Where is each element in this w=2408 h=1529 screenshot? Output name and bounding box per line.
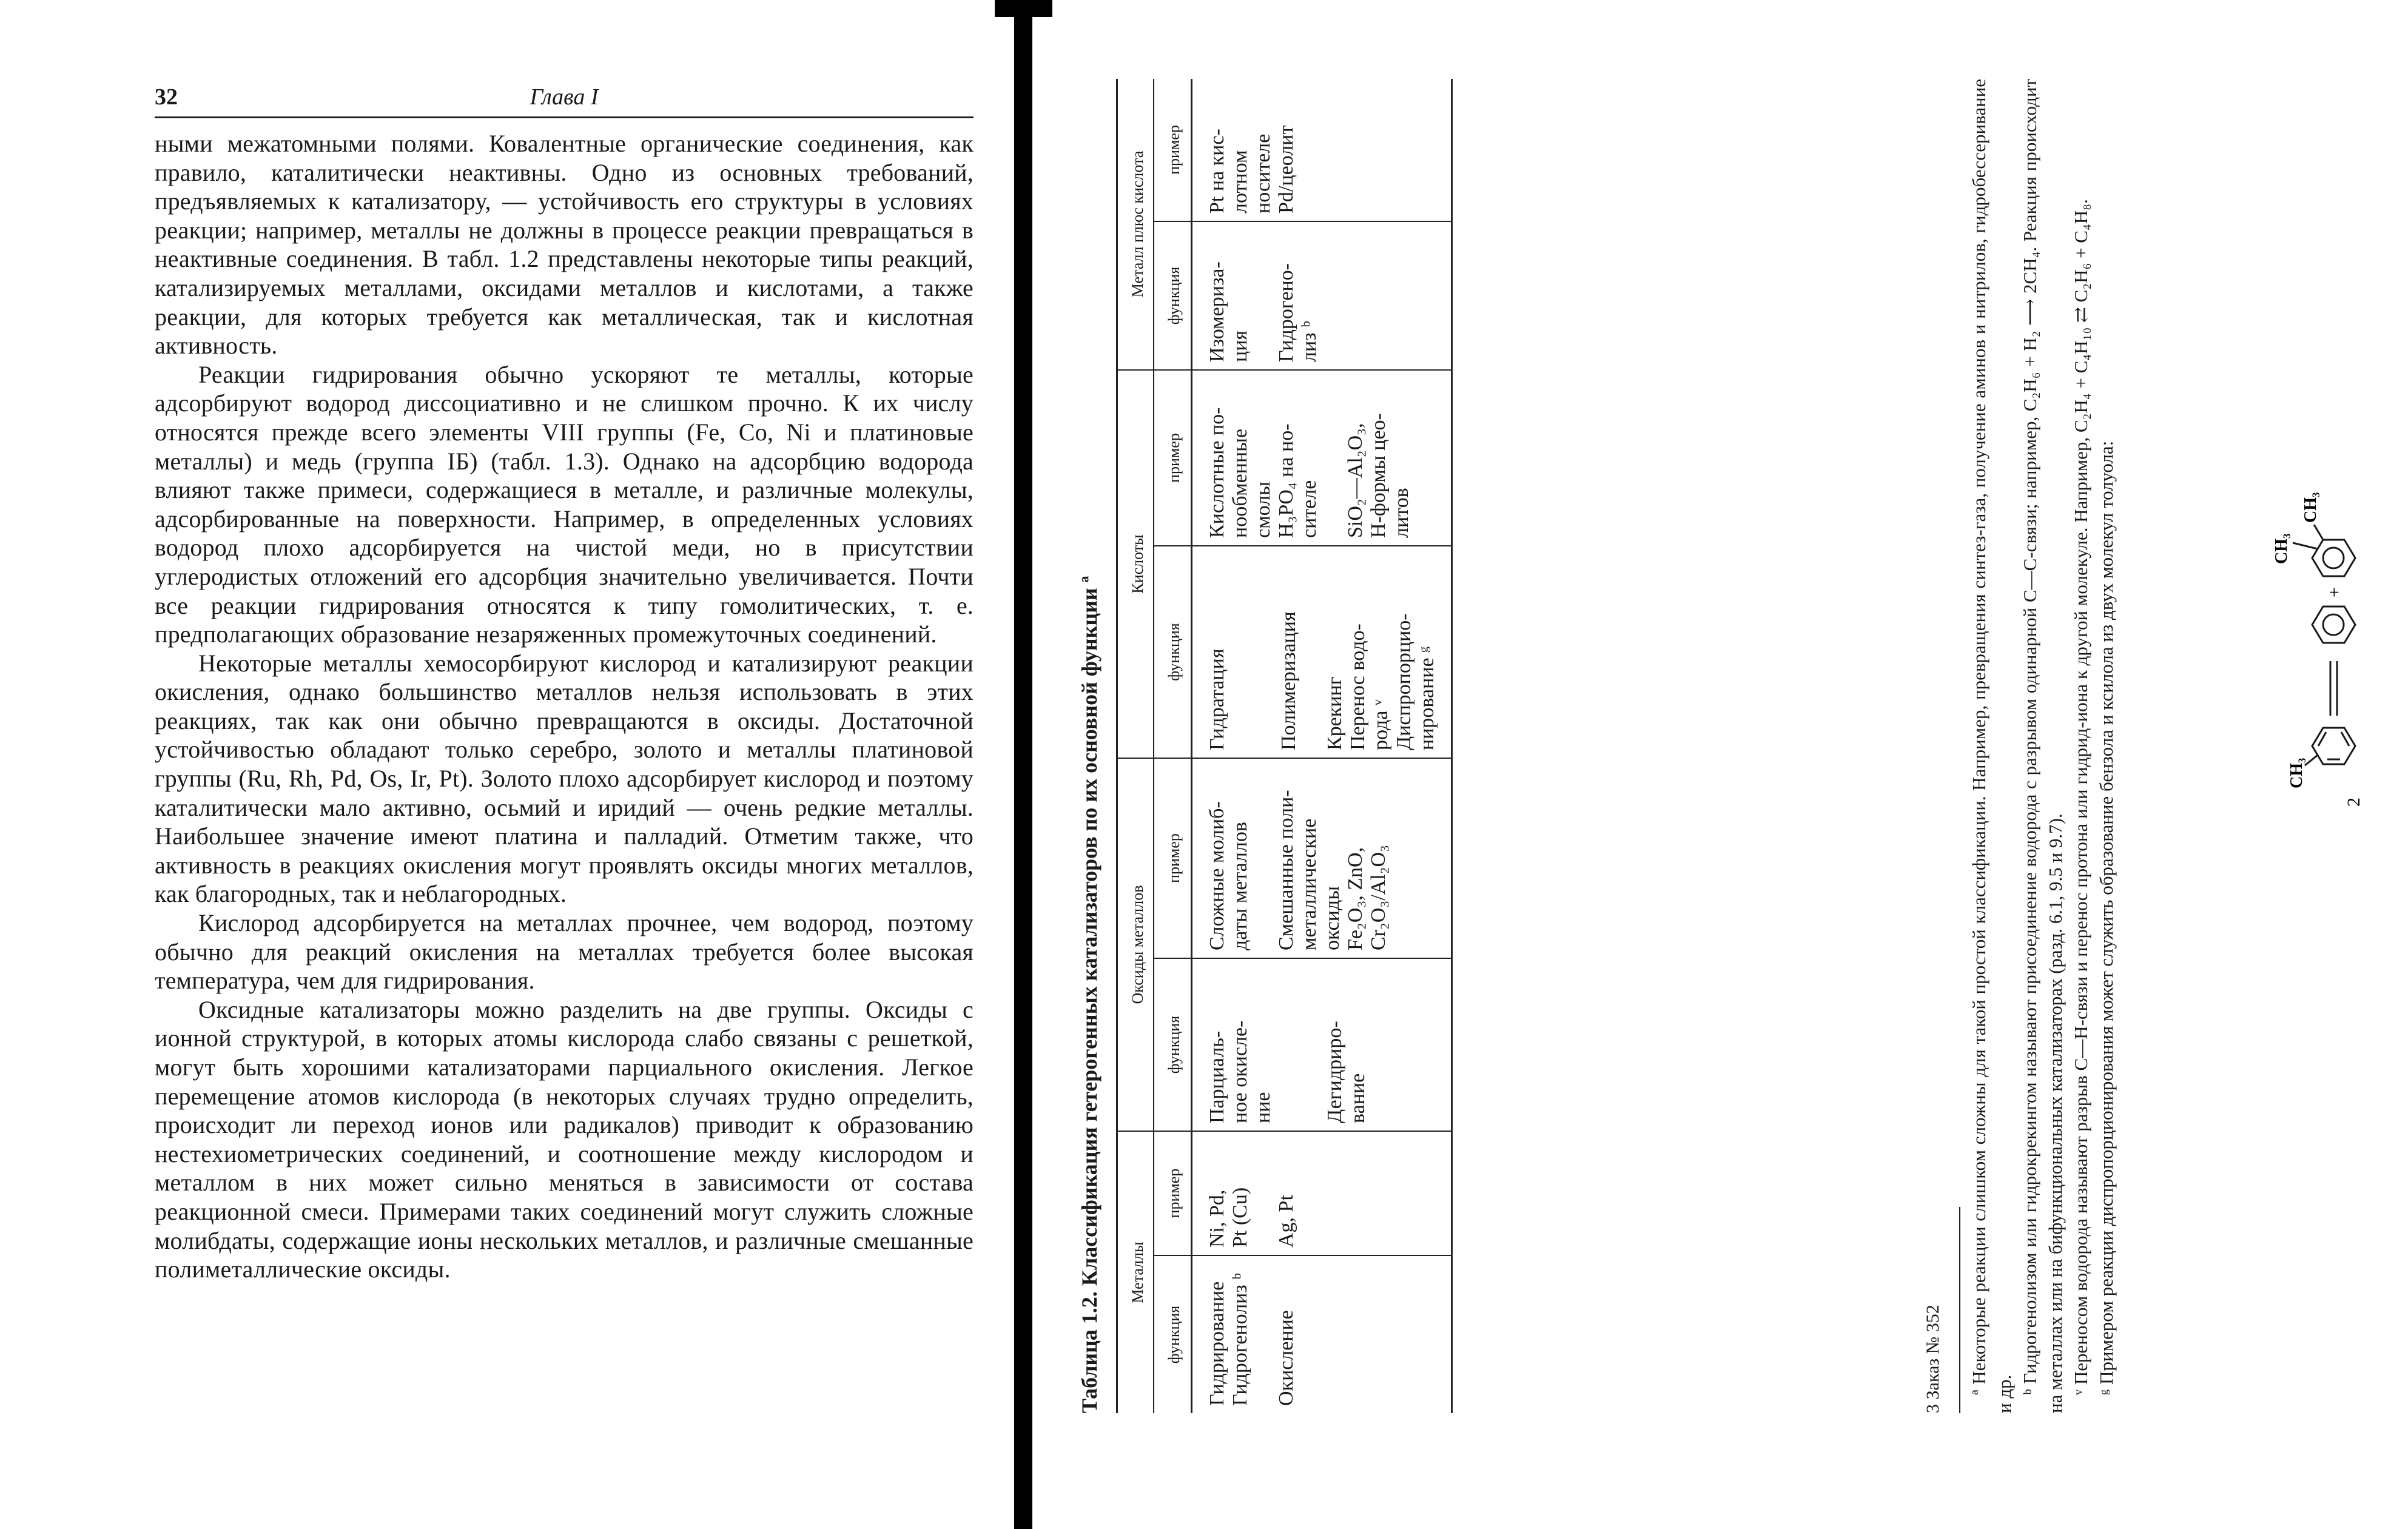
cell-acids-functions bbox=[1192, 546, 1452, 758]
footnote-rule bbox=[1959, 1207, 1960, 1413]
equilibrium-arrow bbox=[2330, 661, 2337, 716]
subheader-function: функция bbox=[1154, 546, 1192, 758]
cell-line: Pt (Cu) bbox=[1229, 1187, 1251, 1248]
disproportionation-scheme bbox=[2208, 79, 2408, 1413]
spacer bbox=[1252, 766, 1275, 950]
running-head bbox=[155, 79, 974, 118]
cell-line: Парциаль- bbox=[1206, 1030, 1228, 1123]
cell-line: Гидратация bbox=[1206, 648, 1228, 750]
spacer bbox=[1300, 554, 1323, 750]
cell-line: Cr₂O₃/Al₂O₃ bbox=[1367, 845, 1390, 950]
cell-line: лиз ᵇ bbox=[1298, 321, 1320, 362]
spacer bbox=[1252, 1139, 1275, 1248]
table-footnotes bbox=[1959, 79, 2119, 1413]
book-spine bbox=[1014, 0, 1032, 1529]
cell-metal-acid-functions bbox=[1192, 221, 1452, 370]
table-subheader-row bbox=[1154, 79, 1192, 1413]
cell-line: Дегидриро- bbox=[1323, 1021, 1346, 1123]
cell-line: литов bbox=[1390, 488, 1413, 538]
table-title: Таблица 1.2. Классификация гетерогенных катализаторов по их основной функции ª bbox=[1077, 576, 1101, 1413]
spacer bbox=[1252, 1263, 1275, 1406]
footnote-v: ᵛ Переносом водорода называют разрыв C—H-связи и перенос протона или гидрид-иона к другой молекуле. Например, C₂H₄ + C₄H₁₀ ⇄ C₂H₆ + C₄H₈. bbox=[2070, 199, 2091, 1395]
right-page-rotated bbox=[1061, 79, 2364, 1413]
cell-line: Окисление bbox=[1275, 1310, 1297, 1406]
cell-line: металлические bbox=[1298, 818, 1320, 950]
cell-line: Смешанные поли- bbox=[1275, 790, 1297, 950]
scheme-methyl-3: CH₃ bbox=[2301, 492, 2320, 523]
cell-line: лотном bbox=[1229, 150, 1251, 213]
footnote-a: ª Некоторые реакции слишком сложны для такой простой классификации. Например, превращения синтез-газа, получение аминов и нитрилов, гидробессеривание и др. bbox=[1968, 79, 2015, 1413]
cell-line: оксиды bbox=[1321, 885, 1344, 950]
benzene-ring bbox=[2312, 607, 2355, 643]
paragraph-2: Реакции гидрирования обычно ускоряют те металлы, которые адсорбируют водород диссоциативно и не слишком прочно. К их числу относятся прежде всего элементы VIII группы (Fe, Co, Ni и платиновые металлы) и медь (группа IБ) (табл. 1.3). Однако на адсорбцию водорода влияют также примеси, содержащиеся в металле, и различные молекулы, адсорбированные на поверхности. Например, в определенных условиях водород плохо адсорбируется на чистой меди, но в присутствии углеродистых отложений его адсорбция значительно увеличивается. Почти все реакции гидрирования относятся к типу гомолитических, т. е. предполагающих образование незаряженных промежуточных соединений. bbox=[155, 360, 974, 648]
cell-metal-acid-examples bbox=[1192, 79, 1452, 221]
footnote-b: ᵇ Гидрогенолизом или гидрокрекингом называют присоединение водорода с разрывом одинарной C—C-связи; например, C₂H₆ + H₂ ⟶ 2CH₄. Реакция происходит на металлах или на бифункциональных катализаторах (разд. 6.1, 9.5 и 9.7). bbox=[2019, 79, 2066, 1413]
cell-line: даты металлов bbox=[1229, 822, 1251, 950]
scheme-coefficient: 2 bbox=[2344, 798, 2364, 807]
subheader-example: пример bbox=[1154, 758, 1192, 958]
paragraph-5: Оксидные катализаторы можно разделить на две группы. Оксиды с ионной структурой, в которых атомы кислорода слабо связаны с решеткой, могут быть хорошими катализаторами парциального окисления. Легкое перемещение атомов кислорода (в некоторых случаях трудно определить, происходит ли переход ионов или радикалов) приводит к образованию нестехиометрических соединений, и соотношение между кислородом и металлом в них может сильно меняться в зависимости от состава реакционной смеси. Примерами таких соединений могут служить сложные молибдаты, содержащие ионы нескольких металлов, и различные смешанные полиметаллические оксиды. bbox=[155, 995, 974, 1283]
spacer bbox=[1321, 378, 1344, 538]
group-header-acids: Кислоты bbox=[1117, 370, 1154, 758]
toluene-ring bbox=[2305, 728, 2355, 765]
group-header-oxides: Оксиды металлов bbox=[1117, 758, 1154, 1131]
cell-line: нообменные bbox=[1229, 428, 1251, 538]
spacer bbox=[1252, 229, 1275, 362]
cell-metals-examples bbox=[1192, 1131, 1452, 1255]
paragraph-3: Некоторые металлы хемосорбируют кислород и катализируют реакции окисления, однако большинство металлов нельзя использовать в этих реакциях, так как они обычно превращаются в оксиды. Достаточной устойчивостью обладают только серебро, золото и металлы платиновой группы (Ru, Rh, Pd, Os, Ir, Pt). Золото плохо адсорбирует кислород и поэтому каталитически мало активно, осьмий и иридий — очень редкие металлы. Наибольшее значение имеют платина и палладий. Отметим также, что активность в реакциях окисления могут проявлять оксиды многих металлов, как благородных, так и неблагородных. bbox=[155, 649, 974, 908]
cell-line: Fe₂O₃, ZnO, bbox=[1344, 847, 1367, 950]
cell-line: H-формы цео- bbox=[1367, 413, 1390, 538]
cell-line: Гидрогенолиз ᵇ bbox=[1229, 1273, 1251, 1406]
cell-line: носителе bbox=[1252, 133, 1274, 213]
catalyst-table bbox=[1116, 79, 1453, 1413]
spacer bbox=[1275, 966, 1323, 1123]
cell-oxides-functions bbox=[1192, 958, 1452, 1131]
paragraph-4: Кислород адсорбируется на металлах прочнее, чем водород, поэтому обычно для реакций окисления на металлах требуется более высокая температура, чем для гидрирования. bbox=[155, 909, 974, 995]
left-page bbox=[155, 79, 974, 1401]
cell-line: Pt на кис- bbox=[1206, 129, 1228, 213]
cell-line: сителе bbox=[1298, 480, 1320, 538]
cell-line: вание bbox=[1347, 1073, 1369, 1123]
cell-metals-functions bbox=[1192, 1255, 1452, 1413]
page-number: 32 bbox=[155, 84, 178, 110]
cell-line: SiO₂—Al₂O₃, bbox=[1344, 423, 1367, 538]
cell-line: Гидрирование bbox=[1206, 1281, 1228, 1406]
cell-line: Полимеризация bbox=[1277, 611, 1300, 750]
print-order-signature: 3 Заказ № 352 bbox=[1923, 1305, 1943, 1413]
cell-line: ция bbox=[1229, 330, 1251, 362]
cell-line: Pd/цеолит bbox=[1275, 125, 1297, 213]
subheader-function: функция bbox=[1154, 1255, 1192, 1413]
subheader-function: функция bbox=[1154, 958, 1192, 1131]
cell-line: нирование ᵍ bbox=[1416, 646, 1438, 750]
footnote-g: ᵍ Примером реакции диспропорционирования может служить образование бензола и ксилола из двух молекул толуола: bbox=[2096, 440, 2117, 1395]
scheme-methyl-2: CH₃ bbox=[2272, 533, 2291, 564]
body-text bbox=[155, 129, 974, 1284]
scheme-drawing bbox=[2208, 79, 2408, 1413]
subheader-example: пример bbox=[1154, 370, 1192, 546]
cell-line: Крекинг bbox=[1323, 676, 1346, 750]
chapter-title: Глава I bbox=[530, 84, 599, 110]
scheme-methyl-1: CH₃ bbox=[2287, 758, 2306, 788]
cell-line: H₃PO₄ на но- bbox=[1275, 423, 1297, 538]
scheme-plus: + bbox=[2324, 587, 2344, 597]
cell-line: Кислотные по- bbox=[1206, 407, 1228, 538]
subheader-example: пример bbox=[1154, 79, 1192, 221]
table-group-header-row bbox=[1117, 79, 1154, 1413]
group-header-metal-acid: Металл плюс кислота bbox=[1117, 79, 1154, 370]
xylene-ring bbox=[2293, 525, 2355, 576]
subheader-example: пример bbox=[1154, 1131, 1192, 1255]
cell-line: Изомериза- bbox=[1206, 261, 1228, 362]
cell-line: Перенос водо- bbox=[1347, 623, 1369, 750]
cell-line: Гидрогено- bbox=[1275, 263, 1297, 362]
cell-line: Ni, Pd, bbox=[1206, 1189, 1228, 1248]
cell-oxides-examples bbox=[1192, 758, 1452, 958]
cell-line: ное окисле- bbox=[1229, 1020, 1251, 1123]
cell-line: Ag, Pt bbox=[1275, 1195, 1297, 1248]
spacer bbox=[1229, 554, 1277, 750]
cell-line: смолы bbox=[1252, 482, 1274, 538]
cell-line: рода ᵛ bbox=[1370, 699, 1392, 750]
group-header-metals: Металлы bbox=[1117, 1131, 1154, 1413]
cell-line: ние bbox=[1252, 1092, 1274, 1123]
cell-line: Сложные молиб- bbox=[1206, 801, 1228, 950]
paragraph-1: ными межатомными полями. Ковалентные органические соединения, как правило, каталитически неактивны. Одно из основных требований, предъявляемых к катализатору, — устойчивость его структуры в условиях реакции; например, металлы не должны в процессе реакции превращаться в неактивные соединения. В табл. 1.2 представлены некоторые типы реакций, катализируемых металлами, оксидами металлов и кислотами, а также реакции, для которых требуется как металлическая, так и кислотная активность. bbox=[155, 130, 974, 360]
cell-line: Диспропорцио- bbox=[1393, 613, 1415, 750]
cell-acids-examples bbox=[1192, 370, 1452, 546]
subheader-function: функция bbox=[1154, 221, 1192, 370]
table-body-row bbox=[1192, 79, 1452, 1413]
